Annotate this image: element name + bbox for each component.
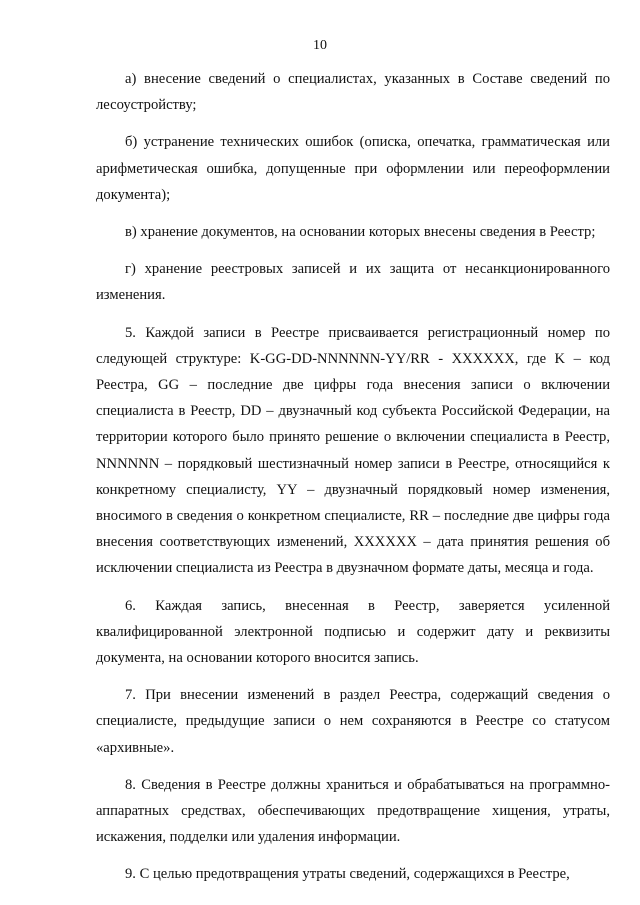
- paragraph-5: 5. Каждой записи в Реестре присваивается регистрационный номер по следующей структуре: K-GG-DD-NNNNNN-YY/RR - XXXXXX, где K – код Реестра, GG – последние две цифры года внесения записи о включении специалиста в Реестр, DD – двузначный код субъекта Российской Федерации, на территории которого было принято решение о включении специалиста в Реестр, NNNNNN – порядковый шестизначный номер записи в Реестре, относящийся к конкретному специалисту, YY – двузначный порядковый номер изменения, вносимого в сведения о конкретном специалисте, RR – последние две цифры года внесения соответствующих изменений, XXXXXX – дата принятия решения об исключении специалиста из Реестра в двузначном формате даты, месяца и года.: [96, 324, 610, 577]
- paragraph-c: в) хранение документов, на основании которых внесены сведения в Реестр;: [125, 224, 596, 241]
- paragraph-8: 8. Сведения в Реестре должны храниться и обрабатываться на программно-аппаратных средствах, обеспечивающих предотвращение хищения, утраты, искажения, подделки или удаления информации.: [96, 776, 610, 846]
- paragraph-a: а) внесение сведений о специалистах, указанных в Составе сведений по лесоустройству;: [96, 71, 610, 114]
- paragraph-7: 7. При внесении изменений в раздел Реестра, содержащий сведения о специалисте, предыдущие записи о нем сохраняются в Реестре со статусом «архивные».: [96, 687, 610, 756]
- paragraph-d: г) хранение реестровых записей и их защита от несанкционированного изменения.: [96, 261, 610, 304]
- paragraph-b: б) устранение технических ошибок (описка, опечатка, грамматическая или арифметическая ошибка, допущенные при оформлении или переоформлении документа);: [96, 134, 610, 203]
- document-body: [96, 66, 610, 899]
- paragraph-6: 6. Каждая запись, внесенная в Реестр, заверяется усиленной квалифицированной электронной подписью и содержит дату и реквизиты документа, на основании которого вносится запись.: [96, 597, 610, 667]
- paragraph-9: 9. С целью предотвращения утраты сведений, содержащихся в Реестре,: [125, 866, 570, 883]
- page-number: 10: [313, 38, 327, 53]
